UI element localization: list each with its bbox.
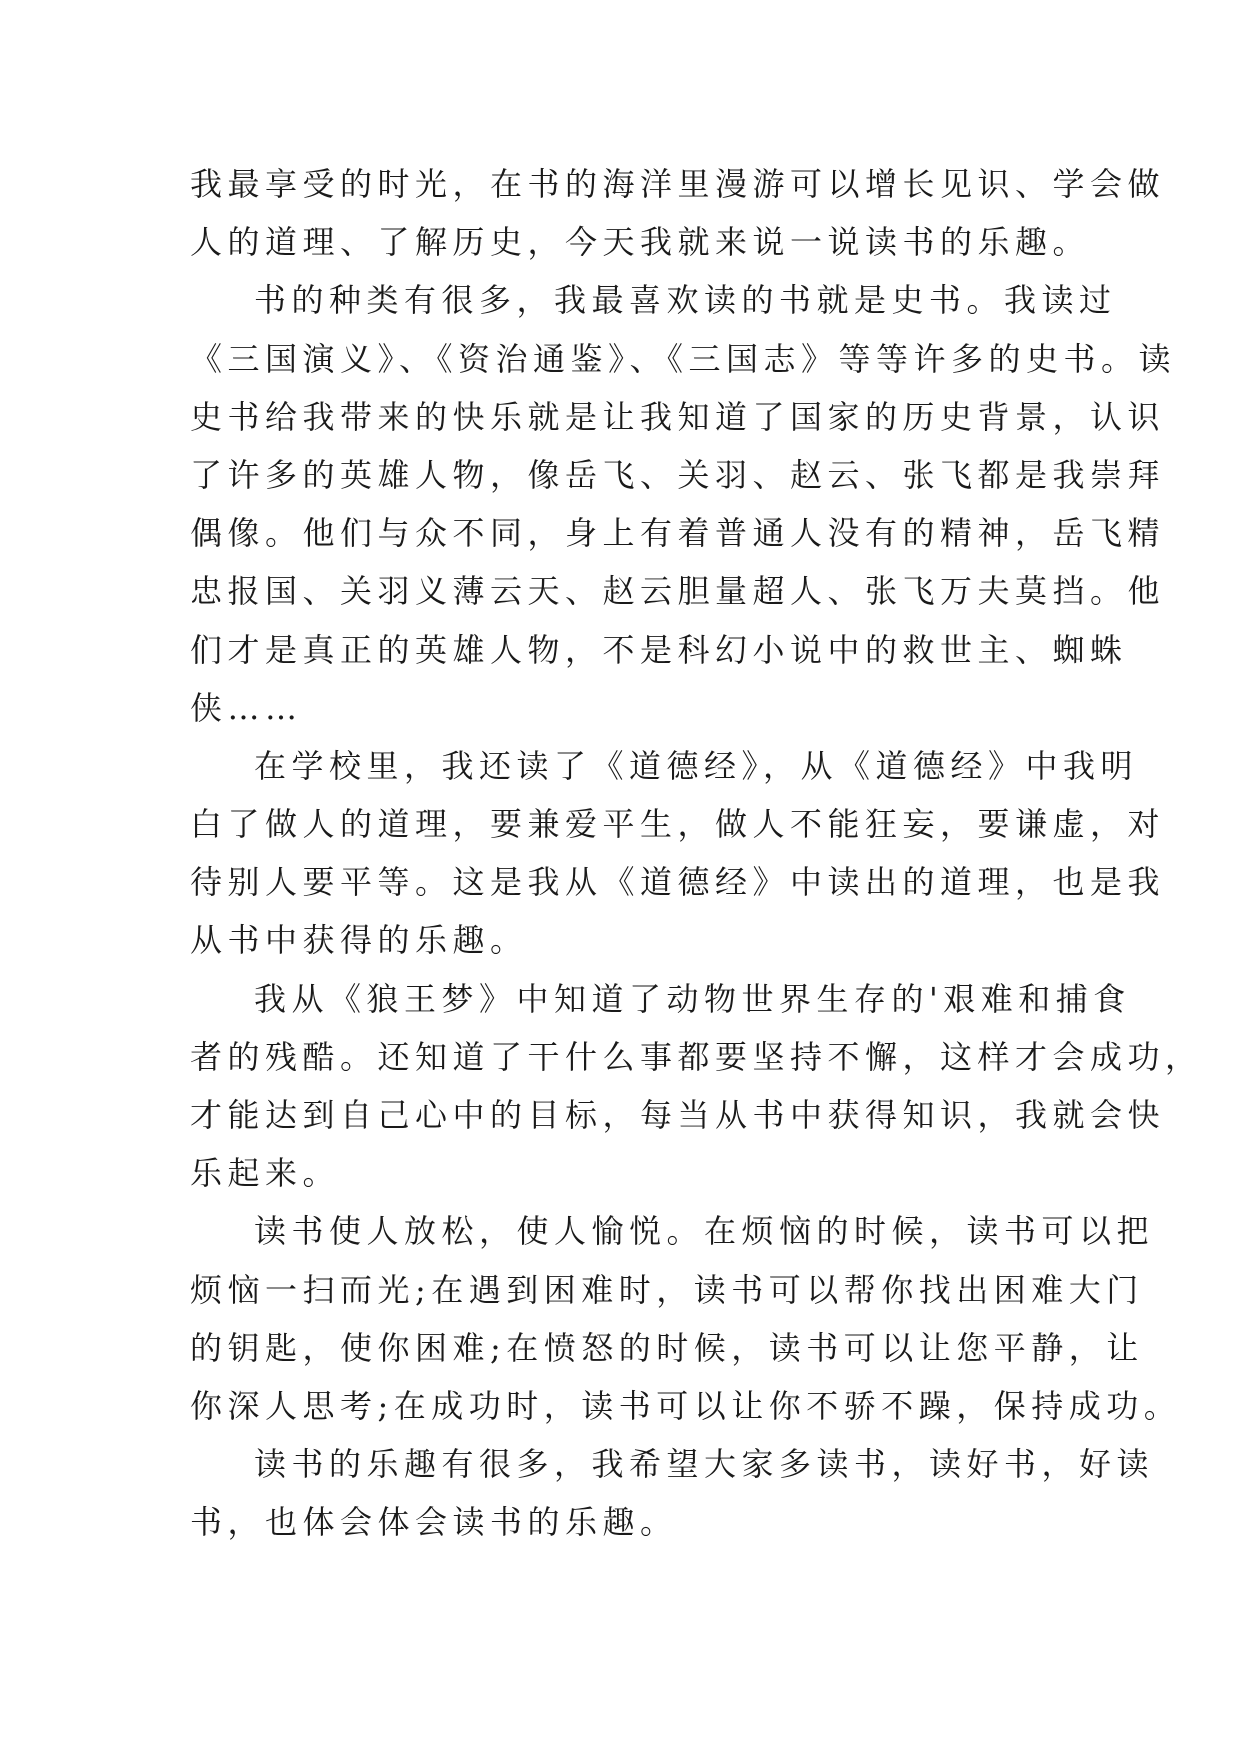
text-line: 从书中获得的乐趣。 — [190, 921, 528, 960]
text-line: 烦恼一扫而光;在遇到困难时，读书可以帮你找出困难大门 — [190, 1270, 1144, 1309]
text-line: 人的道理、了解历史，今天我就来说一说读书的乐趣。 — [190, 223, 1091, 262]
text-line: 乐起来。 — [190, 1154, 341, 1193]
text-line: 《三国演义》、《资治通鉴》、《三国志》等等许多的史书。读 — [190, 339, 1177, 378]
text-line: 我最享受的时光，在书的海洋里漫游可以增长见识、学会做 — [190, 165, 1166, 203]
text-line: 你深人思考;在成功时，读书可以让你不骄不躁，保持成功。 — [190, 1386, 1182, 1425]
text-line: 才能达到自己心中的目标，每当从书中获得知识，我就会快 — [190, 1096, 1166, 1134]
text-line: 待别人要平等。这是我从《道德经》中读出的道理，也是我 — [190, 863, 1166, 902]
text-line: 忠报国、关羽义薄云天、赵云胆量超人、张飞万夫莫挡。他 — [190, 572, 1166, 611]
text-line: 史书给我带来的快乐就是让我知道了国家的历史背景，认识 — [190, 397, 1166, 436]
paragraph-first-line: 书的种类有很多，我最喜欢读的书就是史书。我读过 — [254, 281, 1117, 320]
text-line: 的钥匙，使你困难;在愤怒的时候，读书可以让您平静，让 — [190, 1328, 1144, 1367]
text-line: 书，也体会体会读书的乐趣。 — [190, 1503, 678, 1542]
text-line: 白了做人的道理，要兼爱平生，做人不能狂妄，要谦虚，对 — [190, 805, 1166, 844]
text-line: 者的残酷。还知道了干什么事都要坚持不懈，这样才会成功， — [190, 1037, 1203, 1076]
text-line: 们才是真正的英雄人物，不是科幻小说中的救世主、蜘蛛 — [190, 630, 1128, 669]
document-body — [190, 155, 1203, 1552]
text-line: 侠…… — [190, 688, 303, 727]
paragraph-first-line: 读书的乐趣有很多，我希望大家多读书，读好书，好读 — [254, 1445, 1155, 1484]
paragraph-first-line: 我从《狼王梦》中知道了动物世界生存的'艰难和捕食 — [254, 979, 1131, 1018]
paragraph-first-line: 在学校里，我还读了《道德经》，从《道德经》中我明 — [254, 746, 1139, 785]
text-line: 偶像。他们与众不同，身上有着普通人没有的精神，岳飞精 — [190, 514, 1166, 553]
paragraph-first-line: 读书使人放松，使人愉悦。在烦恼的时候，读书可以把 — [254, 1212, 1155, 1251]
text-line: 了许多的英雄人物，像岳飞、关羽、赵云、张飞都是我崇拜 — [190, 455, 1166, 494]
